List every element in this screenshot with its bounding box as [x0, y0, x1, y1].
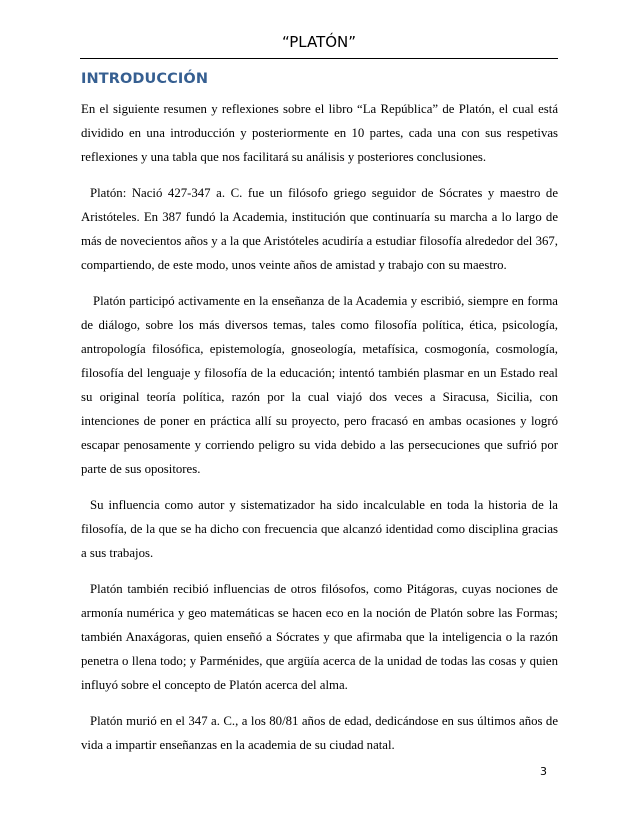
paragraph-biography: Platón: Nació 427-347 a. C. fue un filósofo griego seguidor de Sócrates y maestro de Aristóteles. En 387 fundó la Academia, institución que continuaría su marcha a lo largo de más de novecientos años y a la que Aristóteles acudiría a estudiar filosofía alrededor del 367, compartiendo, de este modo, unos veinte años de amistad y trabajo con su maestro. — [81, 186, 558, 272]
paragraph-influence: Su influencia como autor y sistematizador ha sido incalculable en toda la historia de la filosofía, de la que se ha dicho con frecuencia que alcanzó identidad como disciplina gracias a sus trabajos. — [81, 498, 558, 560]
paragraph-philosophers: Platón también recibió influencias de otros filósofos, como Pitágoras, cuyas nociones de armonía numérica y geo matemáticas se hacen eco en la noción de Platón sobre las Formas; también Anaxágoras, quien enseñó a Sócrates y que afirmaba que la inteligencia o la razón penetra o llena todo; y Parménides, que argüía acerca de la unidad de todas las cosas y quien influyó sobre el concepto de Platón acerca del alma. — [81, 582, 558, 692]
page-number: 3 — [540, 765, 547, 778]
paragraph-death: Platón murió en el 347 a. C., a los 80/81 años de edad, dedicándose en sus últimos años de vida a impartir enseñanzas en la academia de su ciudad natal. — [81, 714, 558, 752]
section-heading: INTRODUCCIÓN — [81, 71, 209, 87]
paragraph-teaching: Platón participó activamente en la enseñanza de la Academia y escribió, siempre en forma de diálogo, sobre los más diversos temas, tales como filosofía política, ética, psicología, antropología filosófica, epistemología, gnoseología, metafísica, cosmogonía, cosmología, filosofía del lenguaje y filosofía de la educación; intentó también plasmar en un Estado real su original teoría política, razón por la cual viajó dos veces a Siracusa, Sicilia, con intenciones de poner en práctica allí su proyecto, pero fracasó en ambas ocasiones y logró escapar penosamente y corriendo peligro su vida debido a las persecuciones que sufrió por parte de sus opositores. — [81, 294, 558, 476]
paragraph-intro: En el siguiente resumen y reflexiones sobre el libro “La República” de Platón, el cual está dividido en una introducción y posteriormente en 10 partes, cada una con sus respetivas reflexiones y una tabla que nos facilitará su análisis y posteriores conclusiones. — [81, 102, 558, 164]
document-body — [81, 97, 558, 769]
page-header-title: “PLATÓN” — [281, 33, 357, 51]
header-divider — [80, 58, 558, 59]
